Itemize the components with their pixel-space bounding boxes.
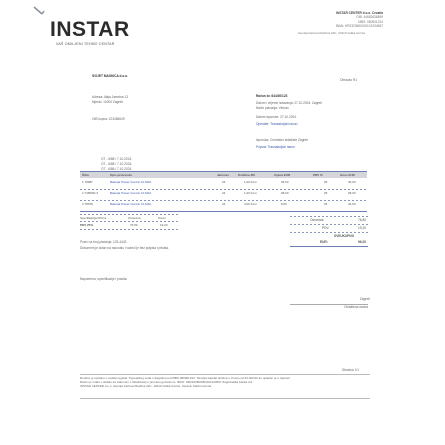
customer-oib: OIB kupca: 123456649	[92, 117, 125, 121]
row-warranty: 24	[222, 202, 226, 206]
totals-divider	[290, 224, 368, 225]
footer-text	[80, 376, 370, 389]
company-logo	[30, 5, 180, 49]
table-row	[80, 180, 367, 188]
footer-bottom-rule	[80, 398, 370, 399]
brand-name: INSTAR	[50, 18, 130, 41]
company-info	[295, 11, 383, 29]
invoice-number: Račun br. 644/20/123	[256, 94, 288, 98]
logo-mark-icon	[32, 5, 52, 19]
signature-label: Ovlaštena osoba	[344, 305, 368, 309]
invoice-meta-line: Operater: Transakcijski racun	[256, 122, 298, 126]
totals-value: 19,20	[358, 226, 366, 230]
signature-city: Zagreb	[359, 297, 370, 301]
tax-divider	[80, 214, 180, 215]
row-desc: Baterija Power Gonzar 10 MAh	[110, 191, 152, 195]
row-qty: 4,00 Kom	[244, 202, 257, 206]
company-line: OIB: 44682636859	[356, 15, 383, 20]
page-number: Stranica 1/1	[342, 368, 360, 372]
table-row	[80, 202, 367, 210]
tax-header-cell: Porez	[158, 216, 166, 220]
customer-address-line: Mjesto: 10000 Zagreb	[92, 100, 124, 104]
table-header-cell: Šifra	[82, 173, 89, 177]
row-code: 1 78987	[82, 180, 93, 184]
row-total: 32,00	[348, 202, 356, 206]
table-header-cell: Jamstvo	[217, 173, 230, 177]
company-line: MBS: 080901234	[358, 19, 383, 24]
totals-label: PDV:	[322, 226, 330, 230]
tax-row-cell: 19,20	[160, 223, 168, 227]
row-qty: 1,00 Kom	[244, 180, 257, 184]
row-desc: Baterija Power Gonzar 10 MAh	[110, 202, 152, 206]
totals-divider	[290, 232, 368, 233]
row-total: 36,00	[348, 180, 356, 184]
customer-name: SVIJET MASKICA d.o.o.	[92, 74, 129, 78]
tax-row-cell: PDV 25%	[80, 223, 94, 227]
row-warranty: 24	[222, 180, 226, 184]
customer-address-line: Adresa: Alaja Jasmina 13	[92, 95, 128, 99]
row-divider	[80, 189, 367, 190]
company-line: INSTAR CENTER d.o.o. Croatia	[336, 11, 383, 15]
company-line: IBAN: HR2323600001101234567	[335, 24, 383, 29]
table-header-cell: Iznos EUR	[340, 173, 355, 177]
row-vat: 25	[324, 191, 328, 195]
footer-line: Društvo je upisano u sudski registar Trgovačkog suda u Zagrebu pod MBS 080901234. Temeljni kapital društva u iznosu od 20.000,00 kn uplaćen je u cijelosti.	[80, 376, 291, 380]
table-bottom-rule	[80, 211, 367, 212]
invoice-meta-line: Datum i vrijeme izdavanja: 27.10.2024. Zagreb	[256, 101, 323, 105]
totals-label: SVEUKUPNO	[334, 234, 355, 238]
invoice-meta-line: Način plaćanja: Virman	[256, 106, 289, 110]
table-header-cell: Cijena EUR	[274, 173, 291, 177]
grand-total: 96,00	[358, 240, 366, 244]
terms-note: Napomena, specifikacije i pravila:	[80, 277, 128, 281]
totals-value: 76,80	[358, 218, 366, 222]
legal-note: Dokument je izdan na računalu i važeći je bez potpisa i pečata.	[80, 246, 169, 250]
row-total: 28,00	[348, 191, 356, 195]
row-vat: 25	[324, 180, 328, 184]
totals-divider	[290, 216, 368, 217]
footer-line: INSTAR CENTER d.o.o. Avenija Karlova Mudrica 22C, 10410 Velika Gorica. Uprava: Marko Horvat.	[80, 384, 212, 389]
table-row	[80, 191, 367, 199]
delivery-line: Isporuka: Centralno skladiste Zagreb	[256, 138, 309, 142]
tax-divider	[80, 221, 180, 222]
table-header	[80, 172, 367, 178]
order-line: OT - 6/88 / 7.10.2024.	[101, 157, 133, 161]
invoice-meta-line: Datum isporuke: 27.10.2024.	[256, 115, 297, 119]
row-vat: 25	[324, 202, 328, 206]
invoice-copy-label: Obrazac R1	[340, 78, 358, 82]
totals-label: EUR:	[320, 240, 328, 244]
row-code: 2 748/000-3	[82, 191, 99, 195]
payment-reference: Poziv na broj plaćanja: 123-4443	[80, 240, 127, 244]
table-header-cell: Količina JM	[238, 173, 255, 177]
tax-header-cell: Osnovica	[128, 216, 141, 220]
table-header-cell: PDV %	[313, 173, 323, 177]
row-price: 8,00	[281, 202, 287, 206]
row-desc: Baterija Power Gonzar 10 MAh	[110, 180, 152, 184]
order-line: OT - 6/88 / 7.10.2024.	[101, 167, 133, 171]
totals-bottom-rule	[290, 246, 368, 247]
row-price: 28,00	[281, 191, 289, 195]
brand-tagline: VAŠ OMILJENI TEHNO CENTAR	[56, 42, 115, 46]
row-code: 3 78978	[82, 202, 93, 206]
row-qty: 1,00 Kom	[244, 191, 257, 195]
footer-top-rule	[80, 374, 370, 375]
order-line: OT - 6/88 / 7.10.2024.	[101, 162, 133, 166]
tax-header-cell: Specifikacija PDV-a	[80, 216, 107, 220]
delivery-line: Popust: Transakcijski racun	[256, 145, 295, 149]
row-divider	[80, 200, 367, 201]
totals-label: Osnovica:	[310, 218, 325, 222]
row-price: 36,00	[281, 180, 289, 184]
tax-row-cell: 76,80	[130, 223, 138, 227]
tax-divider	[80, 229, 180, 230]
tax-spec-table	[80, 214, 180, 227]
footer-line: Račun je izdan u skladu sa zakonom o fiskalizaciji u prometu gotovinom. IBAN: HR2323600001101234567 Zagrebačka banka d.d.	[80, 380, 254, 385]
row-warranty: 24	[222, 191, 226, 195]
table-header-cell: Opis proizvoda	[110, 173, 132, 177]
totals-box	[290, 216, 368, 244]
company-address: Avenija Karlova Mudrica 22C, 10410 Velika Gorica	[297, 31, 365, 35]
